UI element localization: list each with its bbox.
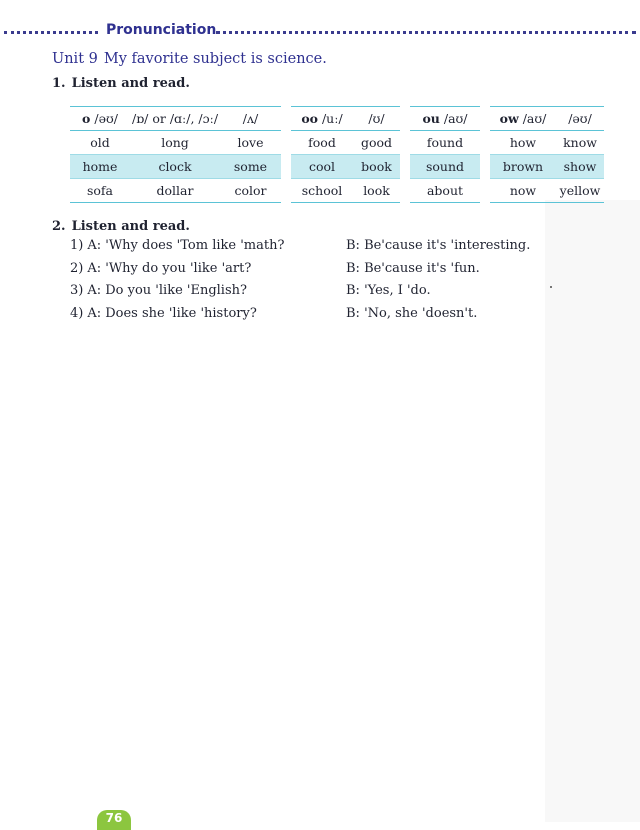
word-cell: long xyxy=(130,131,220,155)
table-header-cell: ow /aʊ/ xyxy=(490,107,556,131)
table-row xyxy=(410,179,480,203)
dialogue-question: 1) A: 'Why does 'Tom like 'math? xyxy=(70,238,285,253)
phonics-table-oo xyxy=(291,106,400,203)
table-header-row xyxy=(410,107,480,131)
section-header-title: Pronunciation xyxy=(106,22,217,38)
table-header-cell: /ʌ/ xyxy=(220,107,281,131)
word-cell: sound xyxy=(410,155,480,179)
table-header-cell: /əʊ/ xyxy=(556,107,604,131)
word-cell: sofa xyxy=(70,179,130,203)
table-row xyxy=(410,131,480,155)
table-row xyxy=(291,155,400,179)
dotted-rule-right xyxy=(216,31,636,34)
word-cell: book xyxy=(353,155,400,179)
word-cell: now xyxy=(490,179,556,203)
dialogue-question: 4) A: Does she 'like 'history? xyxy=(70,305,257,321)
word-cell: love xyxy=(220,131,281,155)
word-cell: food xyxy=(291,131,353,155)
section-2-number: 2. xyxy=(52,219,66,234)
dialogue-answer: B: Be'cause it's 'interesting. xyxy=(346,238,531,253)
dotted-rule-left xyxy=(4,31,98,34)
dialogue-item xyxy=(70,238,550,261)
table-row xyxy=(70,179,281,203)
section-2-heading xyxy=(52,219,190,234)
table-header-cell: o /əʊ/ xyxy=(70,107,130,131)
dialogue-question: 3) A: Do you 'like 'English? xyxy=(70,283,247,298)
word-cell: brown xyxy=(490,155,556,179)
table-row xyxy=(490,179,604,203)
dialogue-answer: B: Be'cause it's 'fun. xyxy=(346,260,480,276)
table-header-cell: /ʊ/ xyxy=(353,107,400,131)
table-header-cell: /ɒ/ or /ɑː/, /ɔː/ xyxy=(130,107,220,131)
table-row xyxy=(291,131,400,155)
table-header-row xyxy=(291,107,400,131)
dialogue-question: 2) A: 'Why do you 'like 'art? xyxy=(70,260,252,276)
section-2-title: Listen and read. xyxy=(71,219,190,234)
word-cell: look xyxy=(353,179,400,203)
section-1-number: 1. xyxy=(52,76,66,91)
word-cell: cool xyxy=(291,155,353,179)
table-row xyxy=(490,155,604,179)
table-row xyxy=(70,131,281,155)
word-cell: show xyxy=(556,155,604,179)
word-cell: old xyxy=(70,131,130,155)
table-header-row xyxy=(70,107,281,131)
section-header xyxy=(0,22,640,42)
unit-title xyxy=(52,51,327,67)
table-row xyxy=(70,155,281,179)
dialogue-list xyxy=(70,238,550,328)
word-cell: school xyxy=(291,179,353,203)
dialogue-item xyxy=(70,306,550,329)
section-1-heading xyxy=(52,76,190,91)
word-cell: dollar xyxy=(130,179,220,203)
word-cell: clock xyxy=(130,155,220,179)
dialogue-item xyxy=(70,261,550,284)
table-row xyxy=(410,155,480,179)
page-edge-shade xyxy=(545,200,640,822)
word-cell: good xyxy=(353,131,400,155)
word-cell: how xyxy=(490,131,556,155)
dialogue-answer: B: 'Yes, I 'do. xyxy=(346,283,431,298)
word-cell: home xyxy=(70,155,130,179)
word-cell: color xyxy=(220,179,281,203)
phonics-table-ow xyxy=(490,106,604,203)
table-header-row xyxy=(490,107,604,131)
page-number-badge: 76 xyxy=(97,810,131,830)
word-cell: found xyxy=(410,131,480,155)
unit-number: Unit 9 xyxy=(52,51,98,67)
word-cell: know xyxy=(556,131,604,155)
table-header-cell: oo /uː/ xyxy=(291,107,353,131)
print-speck xyxy=(550,286,552,288)
phonics-table-ou xyxy=(410,106,480,203)
word-cell: some xyxy=(220,155,281,179)
phonics-table-o xyxy=(70,106,281,203)
table-row xyxy=(490,131,604,155)
dialogue-answer: B: 'No, she 'doesn't. xyxy=(346,305,478,321)
word-cell: yellow xyxy=(556,179,604,203)
section-1-title: Listen and read. xyxy=(71,76,190,91)
table-row xyxy=(291,179,400,203)
dialogue-item xyxy=(70,283,550,306)
table-header-cell: ou /aʊ/ xyxy=(410,107,480,131)
unit-heading: My favorite subject is science. xyxy=(103,51,327,67)
word-cell: about xyxy=(410,179,480,203)
